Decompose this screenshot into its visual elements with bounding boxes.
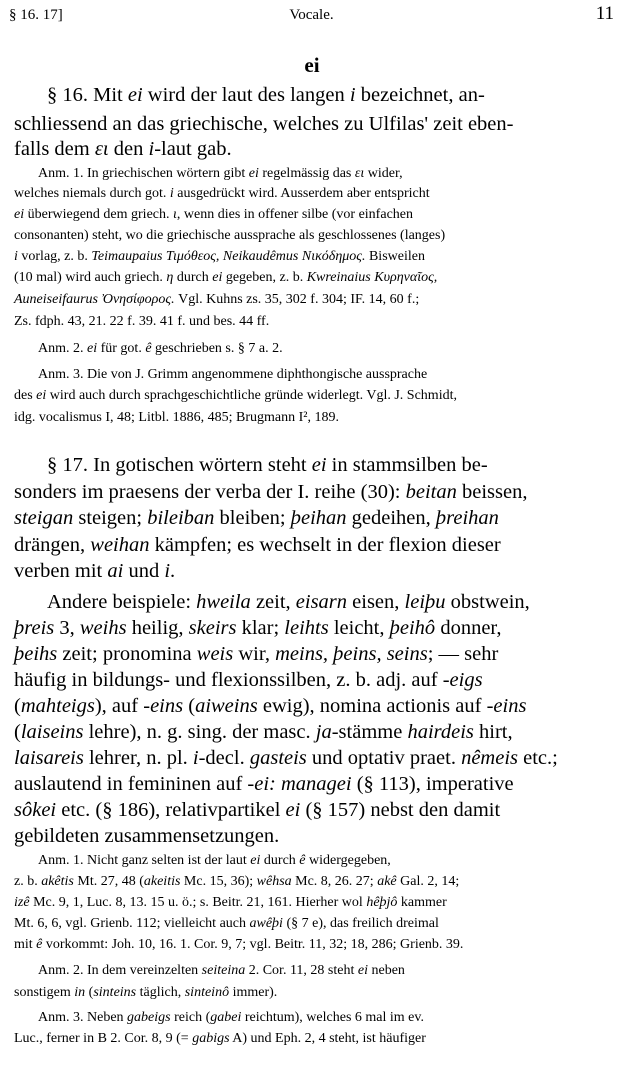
- text-run: gebildeten zusammensetzungen.: [14, 825, 280, 847]
- text-run: .: [170, 560, 176, 582]
- italic-term: ι: [173, 207, 177, 222]
- text-run: donner,: [435, 617, 502, 639]
- text-line: [14, 874, 604, 890]
- text-run: -decl.: [198, 747, 250, 769]
- text-run: überwiegend dem griech.: [24, 207, 173, 222]
- text-run: gedeihen,: [346, 507, 436, 529]
- text-run: des: [14, 388, 37, 403]
- italic-term: i: [192, 747, 199, 769]
- italic-term: wêhsa: [256, 874, 292, 889]
- italic-term: þeihô: [389, 617, 436, 639]
- italic-term: i: [148, 138, 155, 160]
- text-line: [14, 410, 604, 426]
- text-line: [14, 207, 604, 223]
- text-line: [14, 937, 604, 953]
- text-line: [14, 113, 604, 136]
- header-section-ref: § 16. 17]: [9, 7, 63, 23]
- text-run: ), auf: [94, 695, 144, 717]
- text-run: immer).: [229, 985, 278, 1000]
- text-run: vorlag, z. b.: [17, 249, 92, 264]
- text-run: Zs. fdph. 43, 21. 22 f. 39. 41 f. und bes. 44 ff.: [14, 314, 270, 329]
- italic-term: Teimaupaius Τιμόθεος, Neikaudêmus Νικόδημος.: [91, 249, 366, 264]
- text-run: falls dem: [14, 138, 95, 160]
- text-line: [14, 314, 604, 330]
- text-run: Mc. 9, 1, Luc. 8, 13. 15 u. ö.; s. Beitr. 21, 161. Hierher wol: [29, 895, 367, 910]
- text-run: (§ 7 e), das freilich dreimal: [282, 916, 439, 931]
- text-run: reichtum), welches 6 mal im ev.: [241, 1010, 424, 1025]
- text-run: lehre), n. g. sing. der masc.: [83, 721, 316, 743]
- italic-term: sinteinô: [184, 985, 230, 1000]
- italic-term: awêþi: [249, 916, 283, 931]
- italic-term: ei: [14, 207, 25, 222]
- italic-term: i: [14, 249, 18, 264]
- text-run: sonders im praesens der verba der I. reihe (30):: [14, 481, 406, 503]
- text-run: Luc., ferner in B 2. Cor. 8, 9 (=: [14, 1031, 193, 1046]
- text-run: reich (: [170, 1010, 211, 1025]
- text-run: sonstigem: [14, 985, 75, 1000]
- section-heading: ei: [304, 53, 320, 77]
- text-run: z. b.: [14, 874, 42, 889]
- italic-term: hêþjô: [366, 895, 398, 910]
- italic-term: gabeigs: [127, 1010, 171, 1025]
- text-run: wird der laut des langen: [142, 84, 350, 106]
- text-run: den: [108, 138, 149, 160]
- text-run: kämpfen; es wechselt in der flexion dieser: [149, 534, 501, 556]
- text-run: A) und Eph. 2, 4 steht, ist häufiger: [229, 1031, 426, 1046]
- text-line: [14, 249, 604, 265]
- text-run: lehrer, n. pl.: [83, 747, 193, 769]
- text-line: [14, 695, 604, 718]
- italic-term: ê: [145, 341, 152, 356]
- text-run: schliessend an das griechische, welches zu Ulfilas' zeit eben-: [14, 113, 514, 135]
- italic-term: -eigs: [442, 669, 483, 691]
- text-line: [14, 341, 604, 357]
- italic-term: -eins: [143, 695, 184, 717]
- italic-term: meins, þeins, seins: [275, 643, 428, 665]
- italic-term: beitan: [405, 481, 457, 503]
- text-run: gegeben, z. b.: [222, 270, 307, 285]
- text-run: Anm. 3. Neben: [38, 1010, 128, 1025]
- text-run: kammer: [397, 895, 447, 910]
- italic-term: akeitis: [143, 874, 181, 889]
- text-run: in stammsilben be-: [326, 454, 488, 476]
- italic-term: akê: [377, 874, 397, 889]
- text-run: durch: [173, 270, 213, 285]
- running-header: [9, 3, 614, 27]
- text-line: [14, 507, 604, 530]
- italic-term: seiteina: [201, 963, 246, 978]
- text-line: [14, 138, 604, 161]
- text-run: (§ 113), imperative: [351, 773, 514, 795]
- italic-term: ei: [87, 341, 98, 356]
- text-run: ; — sehr: [427, 643, 499, 665]
- text-run: ewig), nomina actionis auf: [257, 695, 487, 717]
- text-line: [14, 747, 604, 770]
- text-run: widergegeben,: [305, 853, 391, 868]
- italic-term: þeihs: [14, 643, 58, 665]
- text-run: Mc. 8, 26. 27;: [291, 874, 378, 889]
- italic-term: weihs: [79, 617, 127, 639]
- italic-term: ei: [36, 388, 47, 403]
- text-run: täglich,: [136, 985, 185, 1000]
- italic-term: mahteigs: [20, 695, 95, 717]
- italic-term: ει: [354, 166, 365, 181]
- italic-term: i: [349, 84, 356, 106]
- italic-term: leiþu: [404, 591, 446, 613]
- text-run: etc. (§ 186), relativpartikel: [56, 799, 286, 821]
- italic-term: hairdeis: [407, 721, 474, 743]
- italic-term: eisarn: [295, 591, 348, 613]
- italic-term: gasteis: [249, 747, 307, 769]
- italic-term: bileiban: [147, 507, 215, 529]
- italic-term: skeirs: [188, 617, 237, 639]
- text-line: [14, 560, 604, 583]
- text-run: auslautend in femininen auf: [14, 773, 248, 795]
- text-run: -stämme: [331, 721, 408, 743]
- italic-term: hweila: [196, 591, 251, 613]
- italic-term: -ei: managei: [247, 773, 352, 795]
- text-line: [14, 84, 604, 107]
- text-line: [14, 591, 604, 614]
- italic-term: weihan: [90, 534, 150, 556]
- text-run: für got.: [97, 341, 146, 356]
- text-run: klar;: [236, 617, 285, 639]
- text-run: wider,: [364, 166, 403, 181]
- text-run: § 16. Mit: [47, 84, 128, 106]
- italic-term: þeihan: [290, 507, 347, 529]
- italic-term: i: [169, 186, 174, 201]
- page-number: 11: [595, 3, 614, 24]
- text-run: steigen;: [73, 507, 148, 529]
- text-run: durch: [260, 853, 300, 868]
- text-line: [14, 367, 604, 383]
- text-line: [14, 228, 604, 244]
- italic-term: η: [166, 270, 174, 285]
- text-line: [14, 388, 604, 404]
- text-run: beissen,: [456, 481, 528, 503]
- italic-term: laisareis: [14, 747, 84, 769]
- text-run: zeit,: [250, 591, 296, 613]
- text-line: [14, 270, 604, 286]
- text-line: [14, 963, 604, 979]
- italic-term: ê: [299, 853, 306, 868]
- text-line: [14, 916, 604, 932]
- italic-term: nêmeis: [461, 747, 519, 769]
- text-run: ausgedrückt wird. Ausserdem aber entspricht: [173, 186, 430, 201]
- text-run: Gal. 2, 14;: [396, 874, 460, 889]
- text-run: heilig,: [126, 617, 189, 639]
- text-line: [14, 534, 604, 557]
- text-run: consonanten) steht, wo die griechische aussprache als geschlossenes (langes): [14, 228, 446, 243]
- text-run: häufig in bildungs- und flexionssilben, z. b. adj. auf: [14, 669, 443, 691]
- italic-term: aiweins: [195, 695, 258, 717]
- text-run: Mt. 27, 48 (: [73, 874, 144, 889]
- text-run: verben mit: [14, 560, 108, 582]
- text-line: [14, 799, 604, 822]
- text-run: 2. Cor. 11, 28 steht: [245, 963, 358, 978]
- italic-term: þreihan: [435, 507, 499, 529]
- italic-term: izê: [14, 895, 30, 910]
- text-run: bezeichnet, an-: [355, 84, 485, 106]
- text-run: obstwein,: [445, 591, 530, 613]
- text-run: Anm. 1. In griechischen wörtern gibt: [38, 166, 249, 181]
- italic-term: i: [164, 560, 171, 582]
- italic-term: ei: [285, 799, 301, 821]
- text-run: etc.;: [518, 747, 558, 769]
- text-run: Anm. 1. Nicht ganz selten ist der laut: [38, 853, 251, 868]
- text-run: zeit; pronomina: [57, 643, 197, 665]
- text-run: und: [123, 560, 165, 582]
- text-line: [14, 643, 604, 666]
- text-run: idg. vocalismus I, 48; Litbl. 1886, 485; Brugmann I², 189.: [14, 410, 340, 425]
- text-line: [14, 669, 604, 692]
- text-run: (: [183, 695, 196, 717]
- text-run: geschrieben s. § 7 a. 2.: [151, 341, 283, 356]
- text-line: [14, 292, 604, 308]
- text-line: [14, 773, 604, 796]
- text-run: Mt. 6, 6, vgl. Grienb. 112; vielleicht auch: [14, 916, 250, 931]
- text-run: Anm. 3. Die von J. Grimm angenommene diphthongische aussprache: [38, 367, 428, 382]
- italic-term: in: [74, 985, 86, 1000]
- italic-term: akêtis: [41, 874, 74, 889]
- text-run: 3,: [54, 617, 80, 639]
- italic-term: ja: [315, 721, 332, 743]
- italic-term: leihts: [284, 617, 329, 639]
- italic-term: -eins: [486, 695, 527, 717]
- text-run: eisen,: [347, 591, 405, 613]
- text-line: [14, 166, 604, 182]
- text-run: (§ 157) nebst den damit: [300, 799, 501, 821]
- italic-term: ei: [248, 166, 259, 181]
- italic-term: ê: [36, 937, 43, 952]
- text-run: drängen,: [14, 534, 91, 556]
- text-line: [14, 1031, 604, 1047]
- italic-term: weis: [196, 643, 234, 665]
- text-run: vorkommt: Joh. 10, 16. 1. Cor. 9, 7; vgl. Beitr. 11, 32; 18, 286; Grienb. 39.: [42, 937, 464, 952]
- text-line: [14, 481, 604, 504]
- text-run: hirt,: [473, 721, 513, 743]
- italic-term: sôkei: [14, 799, 57, 821]
- italic-term: ei: [212, 270, 223, 285]
- italic-term: gabei: [210, 1010, 242, 1025]
- text-run: Andere beispiele:: [47, 591, 197, 613]
- text-line: [14, 454, 604, 477]
- text-run: und optativ praet.: [306, 747, 462, 769]
- text-line: [14, 853, 604, 869]
- text-run: (: [85, 985, 94, 1000]
- text-run: , wenn dies in offener silbe (vor einfachen: [176, 207, 413, 222]
- text-run: leicht,: [328, 617, 390, 639]
- text-run: Vgl. Kuhns zs. 35, 302 f. 304; IF. 14, 60 f.;: [174, 292, 420, 307]
- italic-term: ei: [357, 963, 368, 978]
- text-line: [14, 895, 604, 911]
- text-line: [14, 825, 604, 848]
- italic-term: gabigs: [192, 1031, 230, 1046]
- italic-term: ei: [250, 853, 261, 868]
- text-run: § 17. In gotischen wörtern steht: [47, 454, 312, 476]
- text-run: wird auch durch sprachgeschichtliche gründe widerlegt. Vgl. J. Schmidt,: [46, 388, 457, 403]
- text-run: bleiben;: [214, 507, 291, 529]
- text-run: neben: [367, 963, 405, 978]
- header-running-title: Vocale.: [289, 7, 334, 23]
- text-line: [14, 985, 604, 1001]
- text-line: [14, 186, 604, 202]
- text-run: welches niemals durch got.: [14, 186, 170, 201]
- text-run: (: [14, 721, 21, 743]
- text-run: (10 mal) wird auch griech.: [14, 270, 167, 285]
- italic-term: Kwreinaius Κυρηναῖος,: [306, 270, 438, 285]
- italic-term: þreis: [14, 617, 55, 639]
- italic-term: Auneiseifaurus Ὀνησίφορος.: [14, 292, 175, 307]
- italic-term: sinteins: [93, 985, 137, 1000]
- text-run: regelmässig das: [258, 166, 355, 181]
- text-run: wir,: [233, 643, 276, 665]
- text-run: Mc. 15, 36);: [180, 874, 257, 889]
- italic-term: laiseins: [20, 721, 84, 743]
- text-run: mit: [14, 937, 37, 952]
- italic-term: ει: [94, 138, 109, 160]
- italic-term: ei: [127, 84, 143, 106]
- text-run: -laut gab.: [154, 138, 232, 160]
- text-line: [14, 721, 604, 744]
- text-line: [14, 1010, 604, 1026]
- text-line: [14, 617, 604, 640]
- italic-term: ai: [107, 560, 124, 582]
- text-run: Anm. 2. In dem vereinzelten: [38, 963, 202, 978]
- text-run: Bisweilen: [365, 249, 425, 264]
- text-run: Anm. 2.: [38, 341, 87, 356]
- italic-term: steigan: [14, 507, 74, 529]
- italic-term: ei: [311, 454, 327, 476]
- text-run: (: [14, 695, 21, 717]
